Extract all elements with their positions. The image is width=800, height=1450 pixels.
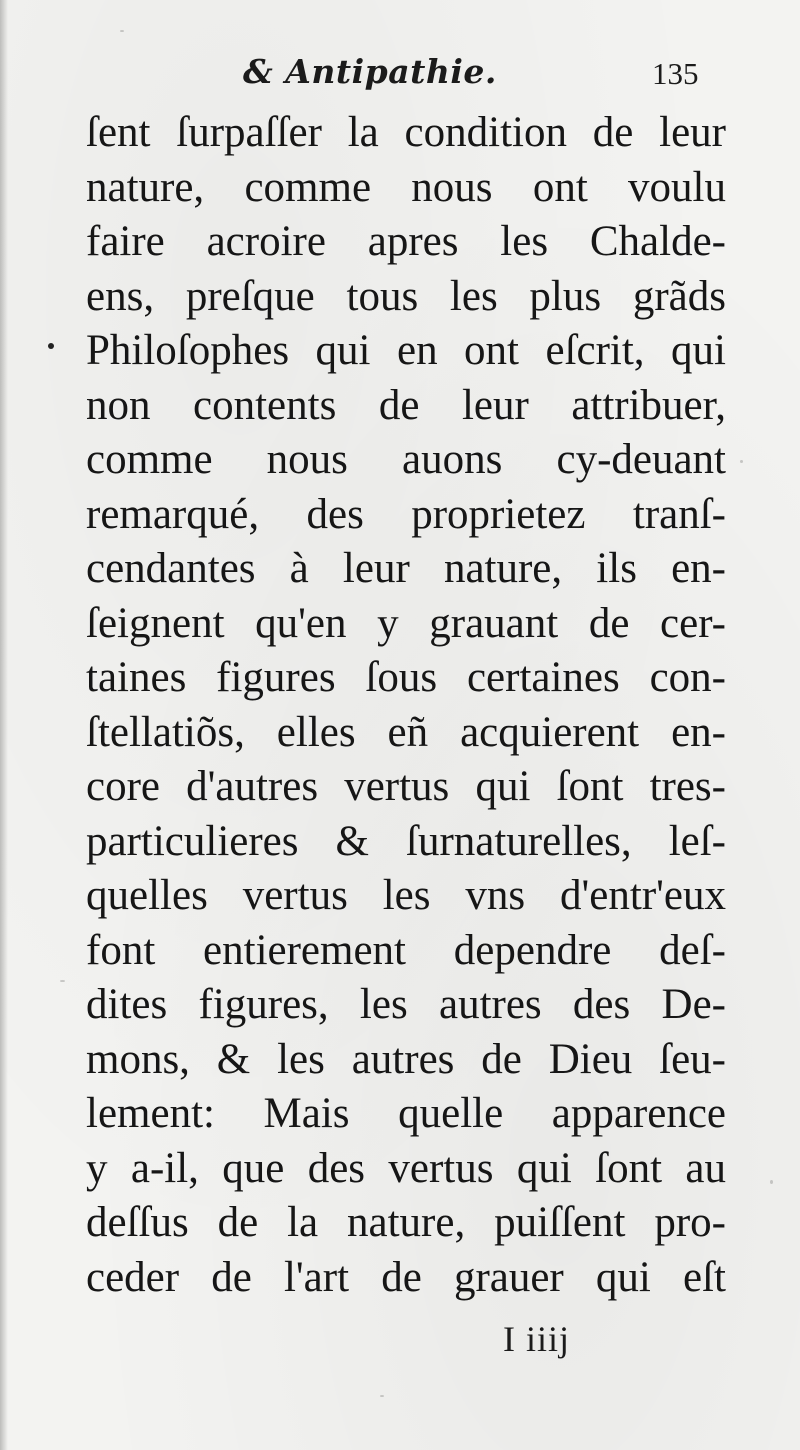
text-line: quelles vertus les vns d'entr'eux: [86, 872, 726, 919]
text-line: non contents de leur attribuer,: [86, 381, 726, 429]
text-line: ſeignent qu'en y grauant de cer-: [86, 599, 726, 647]
body-text: [86, 106, 726, 1305]
text-line: ſent ſurpaſſer la condition de leur: [86, 109, 726, 156]
text-line: ceder de l'art de grauer qui eſt: [86, 1253, 726, 1301]
text-line: core d'autres vertus qui ſont tres-: [86, 763, 726, 810]
margin-mark: [48, 343, 54, 349]
running-head: [0, 52, 800, 102]
paper-speck: [120, 30, 124, 32]
text-line: lement: Mais quelle apparence: [86, 1090, 726, 1137]
text-line: taines figures ſous certaines con-: [86, 654, 726, 701]
text-line: remarqué, des proprietez tranſ-: [86, 490, 726, 538]
text-line: font entierement dependre deſ-: [86, 926, 726, 974]
signature-mark: I iiij: [503, 1319, 570, 1359]
running-head-title: & Antipathie.: [243, 52, 497, 91]
text-line: y a-il, que des vertus qui ſont au: [86, 1144, 726, 1192]
paper-speck: [60, 980, 65, 982]
page-edge-shadow: [0, 0, 8, 1450]
paper-speck: [740, 460, 743, 463]
text-line: deſſus de la nature, puiſſent pro-: [86, 1199, 726, 1246]
text-line: faire acroire apres les Chalde-: [86, 218, 726, 265]
text-line: ſtellatiõs, elles eñ acquierent en-: [86, 708, 726, 756]
paper-speck: [770, 1180, 773, 1184]
text-line: nature, comme nous ont voulu: [86, 163, 726, 211]
text-line: mons, & les autres de Dieu ſeu-: [86, 1035, 726, 1083]
text-line: dites figures, les autres des De-: [86, 981, 726, 1028]
text-line: comme nous auons cy-deuant: [86, 436, 726, 483]
text-line: ens, preſque tous les plus grãds: [86, 272, 726, 320]
text-line: particulieres & ſurnaturelles, leſ-: [86, 817, 726, 865]
paper-speck: [380, 1395, 384, 1397]
page-number: 135: [652, 56, 699, 91]
text-line: cendantes à leur nature, ils en-: [86, 545, 726, 592]
text-line: Philoſophes qui en ont eſcrit, qui: [86, 327, 726, 374]
